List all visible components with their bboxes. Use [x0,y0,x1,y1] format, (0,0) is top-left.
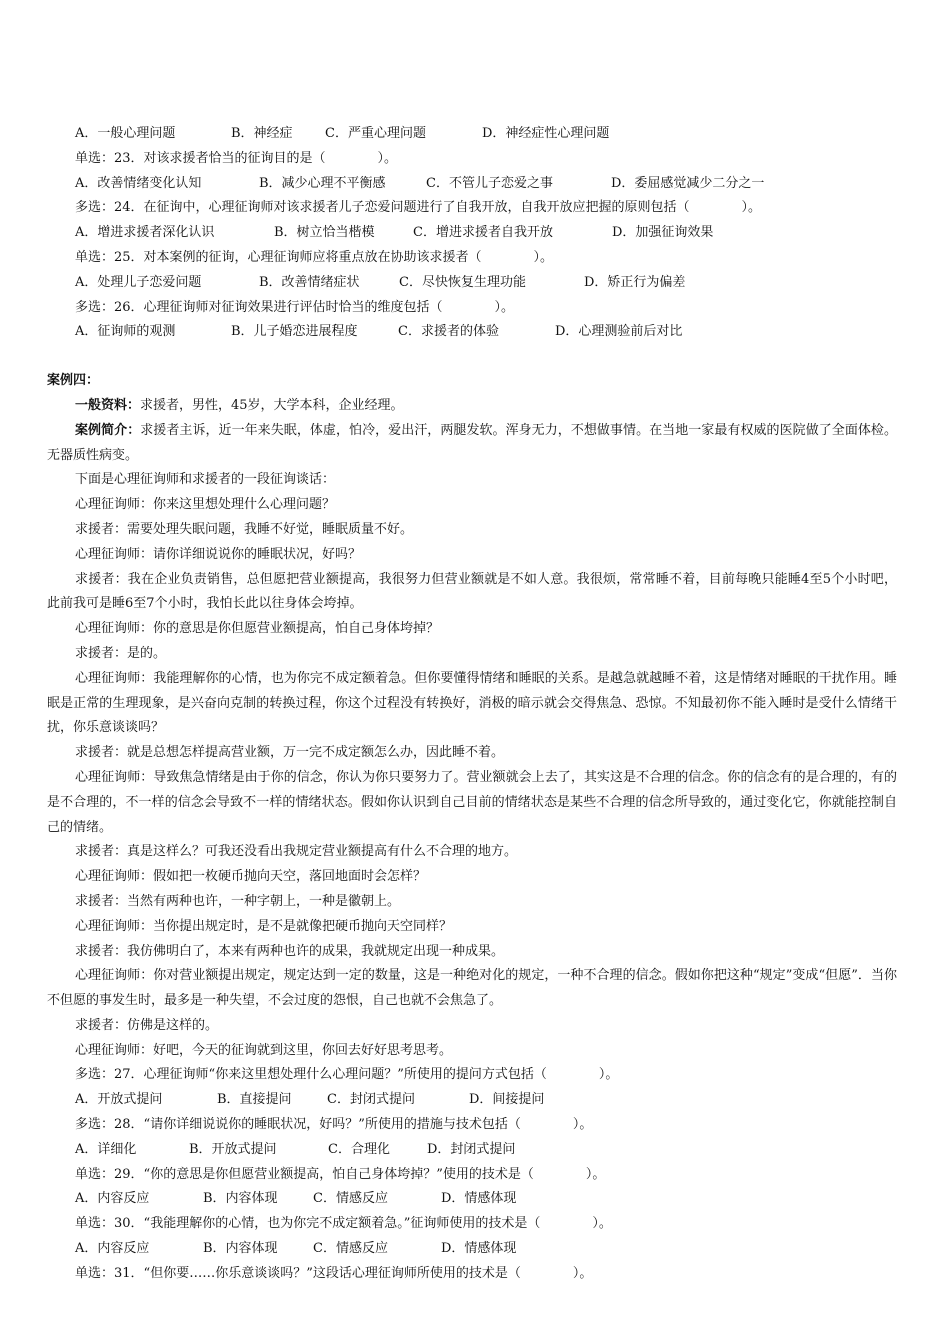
q30-option-b: B．内容体现 [203,1241,278,1257]
q31-stem: 单选：31．“但你要……你乐意谈谈吗？”这段话心理征询师所使用的技术是（ ）。 [75,1265,593,1281]
q28-stem: 多选：28．“请你详细说说你的睡眠状况，好吗？”所使用的措施与技术包括（ ）。 [75,1117,593,1133]
q29-options [47,1187,897,1212]
dialogue-line: 求援者：需要处理失眠问题，我睡不好觉，睡眠质量不好。 [75,521,414,537]
case-intro [47,419,897,469]
q23-option-c: C．不管儿子恋爱之事 [426,175,553,191]
q29-stem: 单选：29．“你的意思是你但愿营业额提高，怕自己身体垮掉？”使用的技术是（ ）。 [75,1166,606,1182]
q23-option-d: D．委屈感觉减少二分之一 [611,175,765,191]
q24-options [47,221,897,246]
q25-options [47,271,897,296]
q30-options [47,1237,897,1262]
q30-option-d: D．情感体现 [441,1241,517,1257]
q23-stem: 单选：23．对该求援者恰当的征询目的是（ ）。 [75,150,398,166]
q30-option-a: A．内容反应 [75,1241,150,1257]
dialogue-line: 求援者：仿佛是这样的。 [75,1017,219,1033]
dialogue-line: 心理征询师：假如把一枚硬币抛向天空，落回地面时会怎样？ [75,869,427,885]
q27-option-c: C．封闭式提问 [327,1092,415,1108]
q23-option-b: B．减少心理不平衡感 [259,175,386,191]
case-general-info [47,394,897,419]
q27-option-b: B．直接提问 [217,1092,292,1108]
q27-options [47,1088,897,1113]
q25-option-d: D．矫正行为偏差 [584,274,686,290]
q25-option-b: B．改善情绪症状 [259,274,360,290]
dialogue-line: 心理征询师：好吧，今天的征询就到这里，你回去好好思考思考。 [75,1042,453,1058]
dialogue-intro: 下面是心理征询师和求援者的一段征询谈话： [75,472,336,488]
dialogue-line: 求援者：是的。 [75,645,167,661]
q28-option-a: A．详细化 [75,1141,137,1157]
dialogue-line: 心理征询师：你来这里想处理什么心理问题？ [75,497,336,513]
dialogue-line: 求援者：就是总想怎样提高营业额，万一完不成定额怎么办，因此睡不着。 [75,745,505,761]
q26-options [47,320,897,345]
dialogue-line: 求援者：我在企业负责销售，总但愿把营业额提高，我很努力但营业额就是不如人意。我很烦，常常睡不着，目前每晚只能睡4至5个小时吧，此前我可是睡6至7个小时，我怕长此以往身体会垮掉。 [47,571,897,612]
q29-option-b: B．内容体现 [203,1191,278,1207]
dialogue-line: 心理征询师：请你详细说说你的睡眠状况，好吗？ [75,546,362,562]
q24-stem: 多选：24．在征询中，心理征询师对该求援者儿子恋爱问题进行了自我开放，自我开放应把握的原则包括（ ）。 [75,200,762,216]
q30-option-c: C．情感反应 [313,1241,388,1257]
q26-option-a: A．征询师的观测 [75,324,176,340]
q26-stem: 多选：26．心理征询师对征询效果进行评估时恰当的维度包括（ ）。 [75,299,515,315]
q30-stem: 单选：30．“我能理解你的心情，也为你完不成定额着急。”征询师使用的技术是（ ）。 [75,1216,612,1232]
dialogue-line: 心理征询师：你的意思是你但愿营业额提高，怕自己身体垮掉？ [75,621,440,637]
dialogue-line: 求援者：当然有两种也许，一种字朝上，一种是徽朝上。 [75,893,401,909]
case-general-text: 求援者，男性，45岁，大学本科，企业经理。 [140,397,404,413]
dialogue-line: 心理征询师：导致焦急情绪是由于你的信念，你认为你只要努力了。营业额就会上去了，其实这是不合理的信念。你的信念有的是合理的，有的是不合理的，不一样的信念会导致不一样的情绪状态。假如你认识到自己目前的情绪状态是某些不合理的信念所导致的，通过变化它，你就能控制自己的情绪。 [47,769,897,835]
q24-option-b: B．树立恰当楷模 [274,225,375,241]
dialogue-line: 心理征询师：我能理解你的心情，也为你完不成定额着急。但你要懂得情绪和睡眠的关系。是越急就越睡不着，这是情绪对睡眠的干扰作用。睡眠是正常的生理现象，是兴奋向克制的转换过程，你这个过程没有转换好，消极的暗示就会交得焦急、恐惊。不知最初你不能入睡时是受什么情绪干扰，你乐意谈谈吗？ [47,670,897,736]
q27-stem: 多选：27．心理征询师“你来这里想处理什么心理问题？”所使用的提问方式包括（ ）。 [75,1067,619,1083]
q24-option-a: A．增进求援者深化认识 [75,225,215,241]
q29-option-c: C．情感反应 [313,1191,388,1207]
q28-options [47,1138,897,1163]
q29-option-d: D．情感体现 [441,1191,517,1207]
dialogue-line: 心理征询师：你对营业额提出规定，规定达到一定的数量，这是一种绝对化的规定，一种不合理的信念。假如你把这种“规定”变成“但愿”．当你不但愿的事发生时，最多是一种失望，不会过度的怨恨，自己也就不会焦急了。 [47,968,897,1009]
q22-options [47,122,897,147]
q25-option-a: A．处理儿子恋爱问题 [75,274,202,290]
q24-option-d: D．加强征询效果 [612,225,714,241]
q26-option-b: B．儿子婚恋进展程度 [231,324,358,340]
q23-options [47,172,897,197]
q22-option-a: A．一般心理问题 [75,126,176,141]
document-content [47,122,897,1287]
dialogue-line: 心理征询师：当你提出规定时，是不是就像把硬币抛向天空同样？ [75,918,453,934]
q25-option-c: C．尽快恢复生理功能 [399,274,526,290]
section-gap [47,345,897,369]
q27-option-d: D．间接提问 [469,1092,545,1108]
q26-option-c: C．求援者的体验 [398,324,499,340]
q28-option-d: D．封闭式提问 [427,1141,516,1157]
q22-option-b: B．神经症 [231,126,293,141]
q23-option-a: A．改善情绪变化认知 [75,175,202,191]
case-general-label: 一般资料： [75,397,141,413]
q28-option-b: B．开放式提问 [189,1141,277,1157]
q22-option-d: D．神经症性心理问题 [482,126,610,141]
q28-option-c: C．合理化 [328,1141,390,1157]
case-intro-text: 求援者主诉，近一年来失眠，体虚，怕冷，爱出汗，两腿发软。浑身无力，不想做事情。在当地一家最有权威的医院做了全面体检。无器质性病变。 [47,422,897,463]
dialogue-line: 求援者：真是这样么？可我还没看出我规定营业额提高有什么不合理的地方。 [75,844,518,860]
dialogue-line: 求援者：我仿佛明白了，本来有两种也许的成果，我就规定出现一种成果。 [75,943,505,959]
q22-option-c: C．严重心理问题 [325,126,426,141]
q24-option-c: C．增进求援者自我开放 [413,225,553,241]
q29-option-a: A．内容反应 [75,1191,150,1207]
q26-option-d: D．心理测验前后对比 [555,324,683,340]
q25-stem: 单选：25．对本案例的征询，心理征询师应将重点放在协助该求援者（ ）。 [75,249,554,265]
case-intro-label: 案例简介： [75,422,141,438]
q27-option-a: A．开放式提问 [75,1092,163,1108]
case-heading: 案例四： [47,373,100,389]
